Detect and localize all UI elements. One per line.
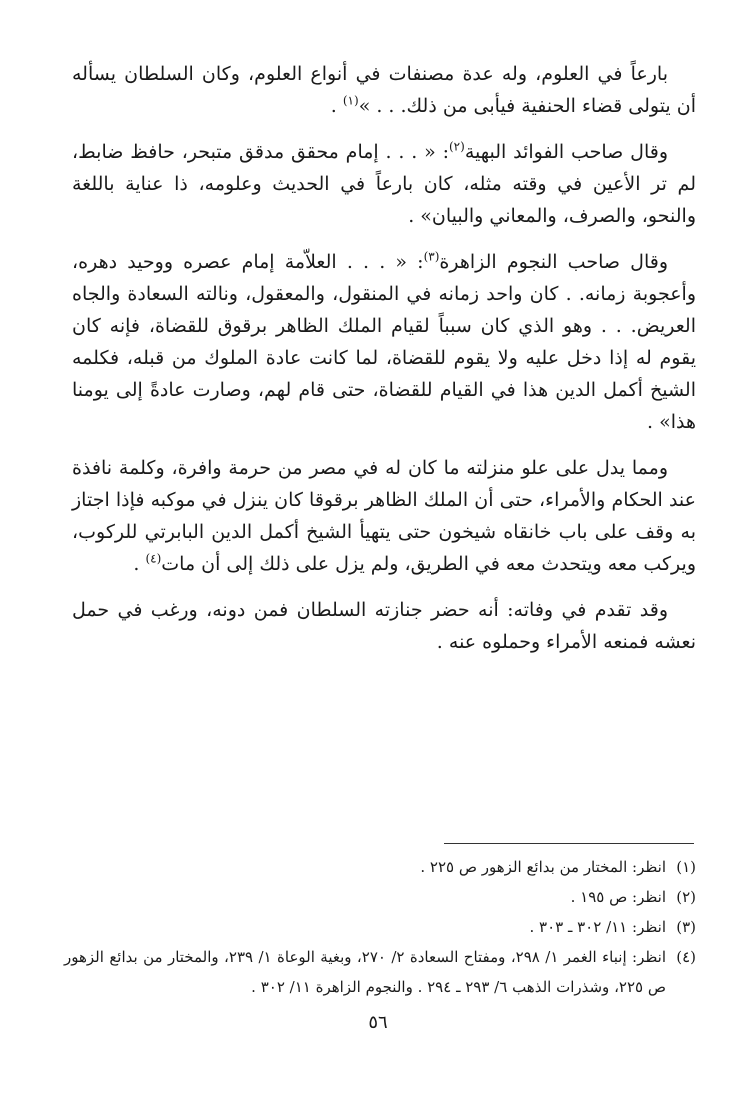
footnote-divider — [444, 843, 694, 844]
footnote-number: (٤) — [676, 948, 696, 966]
footnote-ref-2[interactable]: (٢) — [448, 139, 465, 154]
footnote-number: (٣) — [676, 918, 696, 936]
paragraph-text: : « . . . إمام محقق مدقق متبحر، حافظ ضابط، لم تر الأعين في وقته مثله، كان بارعاً في الحديث وعلومه، ذا عناية باللغة والنحو، والصرف، والمعاني والبيان» . — [72, 141, 696, 227]
footnote-number: (٢) — [676, 888, 696, 906]
footnote-number: (١) — [676, 858, 696, 876]
footnote-ref-3[interactable]: (٣) — [423, 249, 440, 264]
footnotes — [64, 852, 696, 1002]
paragraph-text: ومما يدل على علو منزلته ما كان له في مصر من حرمة وافرة، وكلمة نافذة عند الحكام والأمراء، حتى أن الملك الظاهر برقوقا كان ينزل في موكبه فإذا اجتاز به وقف على باب خانقاه شيخون حتى يتهيأ الشيخ أكمل الدين البابرتي للركوب، ويركب معه ويتحدث معه في الطريق، ولم يزل على ذلك إلى أن مات — [72, 457, 696, 575]
paragraph-4 — [72, 452, 696, 580]
footnote-text: انظر: إنباء الغمر ١/ ٢٩٨، ومفتاح السعادة ٢/ ٢٧٠، وبغية الوعاة ١/ ٢٣٩، والمختار من بدائع الزهور ص ٢٢٥، وشذرات الذهب ٦/ ٢٩٣ ـ ٢٩٤ . والنجوم الزاهرة ١١/ ٣٠٢ . — [64, 948, 666, 996]
footnote-2 — [64, 882, 696, 912]
paragraph-text: . — [330, 95, 343, 117]
footnote-4 — [64, 942, 696, 1002]
page-number: ٥٦ — [368, 1012, 388, 1033]
paragraph-5 — [72, 594, 696, 658]
paragraph-text: : « . . . العلاّمة إمام عصره ووحيد دهره، وأعجوبة زمانه. . كان واحد زمانه في المنقول، والمعقول، ونالته السعادة والجاه العريض. . . وهو الذي كان سبباً لقيام الملك الظاهر برقوق للقضاة، فإنه كان يقوم له إذا دخل عليه ولا يقوم للقضاة، لما كانت عادة الملوك من قبله، فكلمه الشيخ أكمل الدين هذا في القيام للقضاة، حتى قام لهم، وصارت عادةً إلى يومنا هذا» . — [72, 251, 696, 433]
footnote-3 — [64, 912, 696, 942]
paragraph-text: بارعاً في العلوم، وله عدة مصنفات في أنواع العلوم، وكان السلطان يسأله أن يتولى قضاء الحنفية فيأبى من ذلك. . . » — [72, 63, 696, 117]
paragraph-2 — [72, 136, 696, 232]
page-body — [72, 58, 696, 672]
paragraph-text: وقد تقدم في وفاته: أنه حضر جنازته السلطان فمن دونه، ورغب في حمل نعشه فمنعه الأمراء وحملوه عنه . — [72, 599, 696, 653]
paragraph-text: . — [133, 553, 146, 575]
paragraph-3 — [72, 246, 696, 438]
paragraph-text: وقال صاحب النجوم الزاهرة — [439, 251, 668, 273]
footnote-text: انظر: ص ١٩٥ . — [570, 888, 666, 906]
paragraph-1 — [72, 58, 696, 122]
footnote-text: انظر: المختار من بدائع الزهور ص ٢٢٥ . — [420, 858, 666, 876]
footnote-ref-1[interactable]: (١) — [342, 93, 359, 108]
footnote-1 — [64, 852, 696, 882]
paragraph-text: وقال صاحب الفوائد البهية — [464, 141, 668, 163]
footnote-ref-4[interactable]: (٤) — [145, 551, 162, 566]
footnote-text: انظر: ١١/ ٣٠٢ ـ ٣٠٣ . — [529, 918, 666, 936]
